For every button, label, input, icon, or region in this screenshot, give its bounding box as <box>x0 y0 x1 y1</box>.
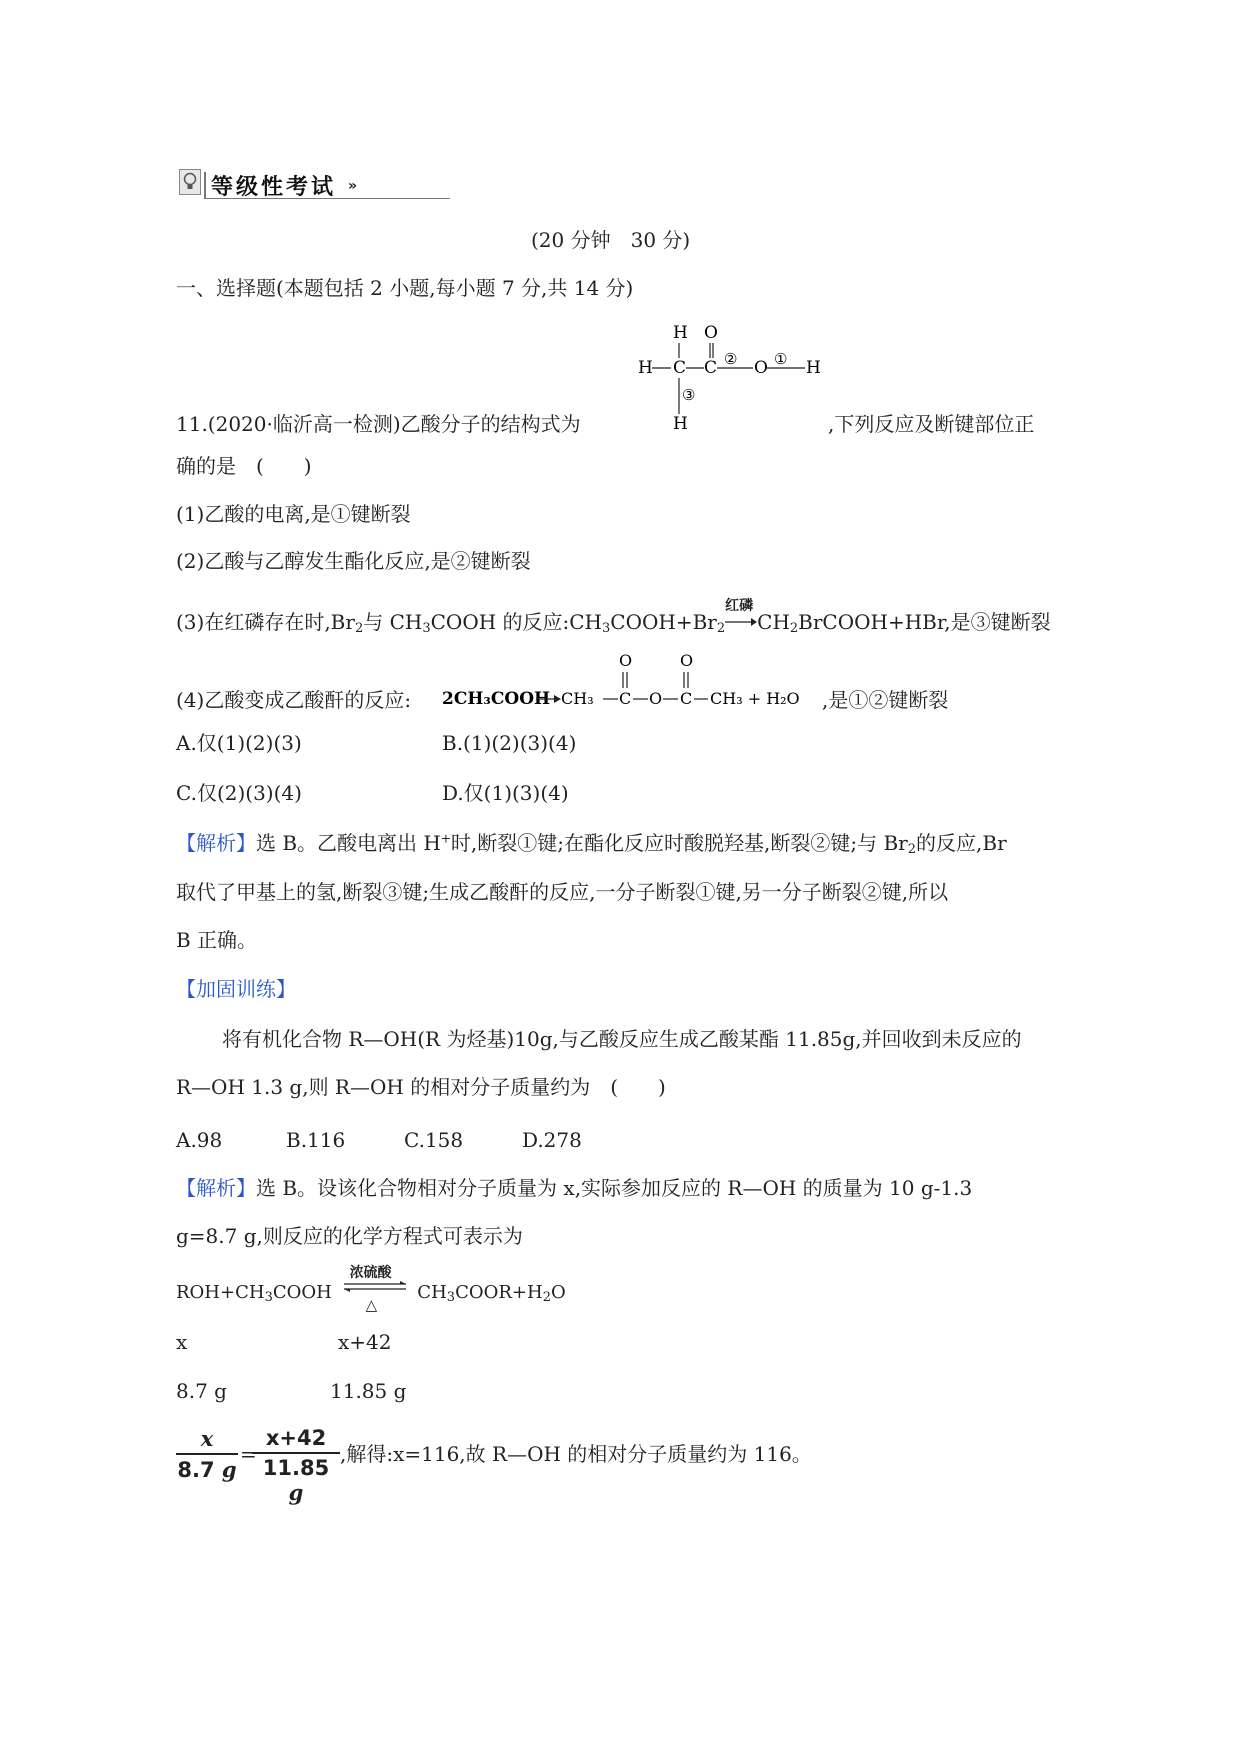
analysis-1-line-1: 【解析】选 B。乙酸电离出 H+时,断裂①键;在酯化反应时酸脱羟基,断裂②键;与 $Br_2$的反应,Br <box>176 831 1007 857</box>
reinforce-option-a: A.98 <box>176 1128 223 1152</box>
svg-text:②: ② <box>724 350 738 368</box>
reinforce-line-1: 将有机化合物 R—OH(R 为烃基)10g,与乙酸反应生成乙酸某酯 11.85g,并回收到未反应的 <box>222 1027 1022 1051</box>
row-11-85-g: 11.85 g <box>330 1379 407 1403</box>
q11-item-3: (3)在红磷存在时$,Br_2$与 $CH_3COOH$ 的反应$:CH_3COOH+Br_2$ 红磷 $CH_2BrCOOH+HBr$,是③键断裂 <box>176 597 1051 636</box>
acetic-acid-structure <box>630 318 830 438</box>
q11-item-4-suffix: ,是①②键断裂 <box>822 688 949 712</box>
svg-text:O: O <box>704 323 718 343</box>
q11-option-a: A.仅(1)(2)(3) <box>176 731 302 755</box>
reinforce-option-c: C.158 <box>404 1128 464 1152</box>
svg-text:O: O <box>649 689 663 708</box>
svg-text:H: H <box>806 358 821 378</box>
reinforce-line-2: R—OH 1.3 g,则 R—OH 的相对分子质量约为 ( ) <box>176 1075 666 1099</box>
analysis-1-line-2: 取代了甲基上的氢,断裂③键;生成乙酸酐的反应,一分子断裂①键,另一分子断裂②键,所以 <box>176 880 949 904</box>
svg-text:C: C <box>704 358 718 378</box>
q11-stem-prefix: 11.(2020·临沂高一检测)乙酸分子的结构式为 <box>176 412 581 436</box>
header-underline <box>205 198 450 199</box>
section-title: 等级性考试 <box>211 175 337 200</box>
svg-text:C: C <box>680 689 693 708</box>
header-divider <box>204 172 206 199</box>
svg-text:C: C <box>673 358 687 378</box>
svg-text:CH₃ + H₂O: CH₃ + H₂O <box>710 689 800 708</box>
q11-option-c: C.仅(2)(3)(4) <box>176 781 302 805</box>
esterification-equation: $ROH+CH_3COOH$ 浓硫酸 △ $CH_3COOR+H_2O$ <box>176 1265 566 1314</box>
reinforce-option-d: D.278 <box>522 1128 582 1152</box>
svg-text:①: ① <box>774 350 788 368</box>
analysis-2-line-1: 【解析】选 B。设该化合物相对分子质量为 x,实际参加反应的 R—OH 的质量为 10 g-1.3 <box>176 1176 973 1200</box>
svg-text:2CH₃COOH: 2CH₃COOH <box>442 689 551 709</box>
reinforce-tag: 【加固训练】 <box>176 977 296 1001</box>
reversible-arrow: 浓硫酸 △ <box>344 1283 406 1303</box>
q11-stem-line2: 确的是 ( ) <box>176 454 312 478</box>
lightbulb-icon <box>179 169 201 195</box>
q11-item-4-prefix: (4)乙酸变成乙酸酐的反应: <box>176 688 412 712</box>
svg-text:O: O <box>619 651 633 670</box>
svg-text:H: H <box>638 358 653 378</box>
svg-text:O: O <box>680 651 694 670</box>
analysis-tag: 【解析】 <box>176 831 256 855</box>
time-score: (20 分钟 30 分) <box>531 228 691 252</box>
reinforce-option-b: B.116 <box>286 1128 346 1152</box>
analysis-1-line-3: B 正确。 <box>176 928 258 952</box>
q11-stem-suffix: ,下列反应及断键部位正 <box>828 412 1035 436</box>
fraction-2: $\frac{x+42}{11.85 g}$ <box>252 1426 340 1505</box>
svg-text:③: ③ <box>682 386 696 404</box>
svg-text:O: O <box>754 358 768 378</box>
svg-text:CH₃: CH₃ <box>561 689 594 708</box>
svg-text:H: H <box>673 414 688 434</box>
row-x: x <box>176 1330 188 1354</box>
analysis-tag: 【解析】 <box>176 1176 256 1200</box>
svg-text:H: H <box>673 323 688 343</box>
svg-text:C: C <box>619 689 632 708</box>
part-one-heading: 一、选择题(本题包括 2 小题,每小题 7 分,共 14 分) <box>176 276 634 300</box>
conclusion: ,解得:x=116,故 R—OH 的相对分子质量约为 116。 <box>340 1442 812 1466</box>
analysis-2-line-2: g=8.7 g,则反应的化学方程式可表示为 <box>176 1224 523 1248</box>
reaction-arrow: 红磷 <box>725 614 757 634</box>
q11-item-2: (2)乙酸与乙醇发生酯化反应,是②键断裂 <box>176 549 531 573</box>
fraction-1: $\frac{x}{8.7 g}$ <box>177 1426 237 1482</box>
fraction-equals: = <box>240 1442 257 1466</box>
q11-item-1: (1)乙酸的电离,是①键断裂 <box>176 502 411 526</box>
section-arrows: » <box>348 178 358 194</box>
row-8-7-g: 8.7 g <box>176 1379 227 1403</box>
q11-option-b: B.(1)(2)(3)(4) <box>442 731 577 755</box>
q11-option-d: D.仅(1)(3)(4) <box>442 781 569 805</box>
anhydride-equation <box>440 648 820 718</box>
row-x-plus-42: x+42 <box>338 1330 392 1354</box>
